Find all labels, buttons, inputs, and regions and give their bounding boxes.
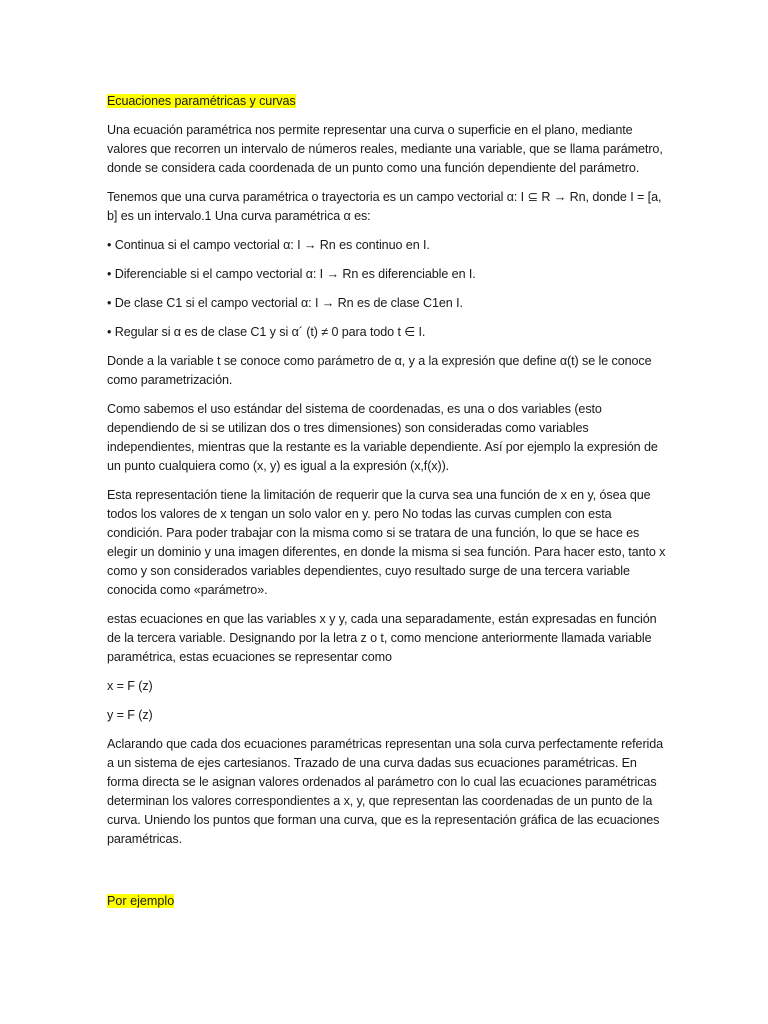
paragraph-tercera-variable: estas ecuaciones en que las variables x y y, cada una separadamente, están expresadas en función de la tercera variable. Designando por la letra z o t, como mencione anteriormente llamada variable paramétrica, estas ecuaciones se representar como	[107, 612, 657, 664]
paragraph-limitacion: Esta representación tiene la limitación de requerir que la curva sea una función de x en y, ósea que todos los valores de x tengan un solo valor en y. pero No todas las curvas cumplen con esta condición. Para poder trabajar con la misma como si se tratara de una función, lo que se hace es elegir un dominio y una imagen diferentes, en donde la misma si sea función. Para hacer esto, tanto x como y son considerados variables dependientes, cuyo resultado surge de una tercera variable conocida como «parámetro».	[107, 488, 666, 597]
paragraph-closing: Aclarando que cada dos ecuaciones paramétricas representan una sola curva perfectamente referida a un sistema de ejes cartesianos. Trazado de una curva dadas sus ecuaciones paramétricas. En forma directa se le asignan valores ordenados al parámetro con lo cual las ecuaciones paramétricas determinan los valores correspondientes a x, y, que representan las coordenadas de un punto de la curva. Uniendo los puntos que forman una curva, que es la representación gráfica de las ecuaciones paramétricas.	[107, 737, 664, 846]
document-title: Ecuaciones paramétricas y curvas	[107, 94, 296, 108]
example-heading: Por ejemplo	[107, 894, 175, 908]
equation-y: y = F (z)	[107, 708, 153, 722]
document-body	[107, 92, 667, 859]
bullet-regular: • Regular si α es de clase C1 y si α´ (t) ≠ 0 para todo t ∈ I.	[107, 325, 426, 339]
document-title-line	[107, 92, 667, 111]
bullet-clase-c1: • De clase C1 si el campo vectorial α: I → Rn es de clase C1en I.	[107, 296, 463, 310]
paragraph-coordenadas: Como sabemos el uso estándar del sistema de coordenadas, es una o dos variables (esto dependiendo de si se utilizan dos o tres dimensiones) son consideradas como variables independientes, mientras que la restante es la variable dependiente. Así por ejemplo la expresión de un punto cualquiera como (x, y) es igual a la expresión (x,f(x)).	[107, 402, 658, 473]
paragraph-parametrizacion: Donde a la variable t se conoce como parámetro de α, y a la expresión que define α(t) se le conoce como parametrización.	[107, 354, 652, 387]
bullet-diferenciable: • Diferenciable si el campo vectorial α: I → Rn es diferenciable en I.	[107, 267, 476, 281]
paragraph-definition: Tenemos que una curva paramétrica o trayectoria es un campo vectorial α: I ⊆ R → Rn, donde I = [a, b] es un intervalo.1 Una curva paramétrica α es:	[107, 190, 662, 223]
paragraph-intro: Una ecuación paramétrica nos permite representar una curva o superficie en el plano, mediante valores que recorren un intervalo de números reales, mediante una variable, que se llama parámetro, donde se considera cada coordenada de un punto como una función dependiente del parámetro.	[107, 123, 663, 175]
example-heading-line	[107, 892, 174, 911]
bullet-continua: • Continua si el campo vectorial α: I → Rn es continuo en I.	[107, 238, 430, 252]
equation-x: x = F (z)	[107, 679, 153, 693]
